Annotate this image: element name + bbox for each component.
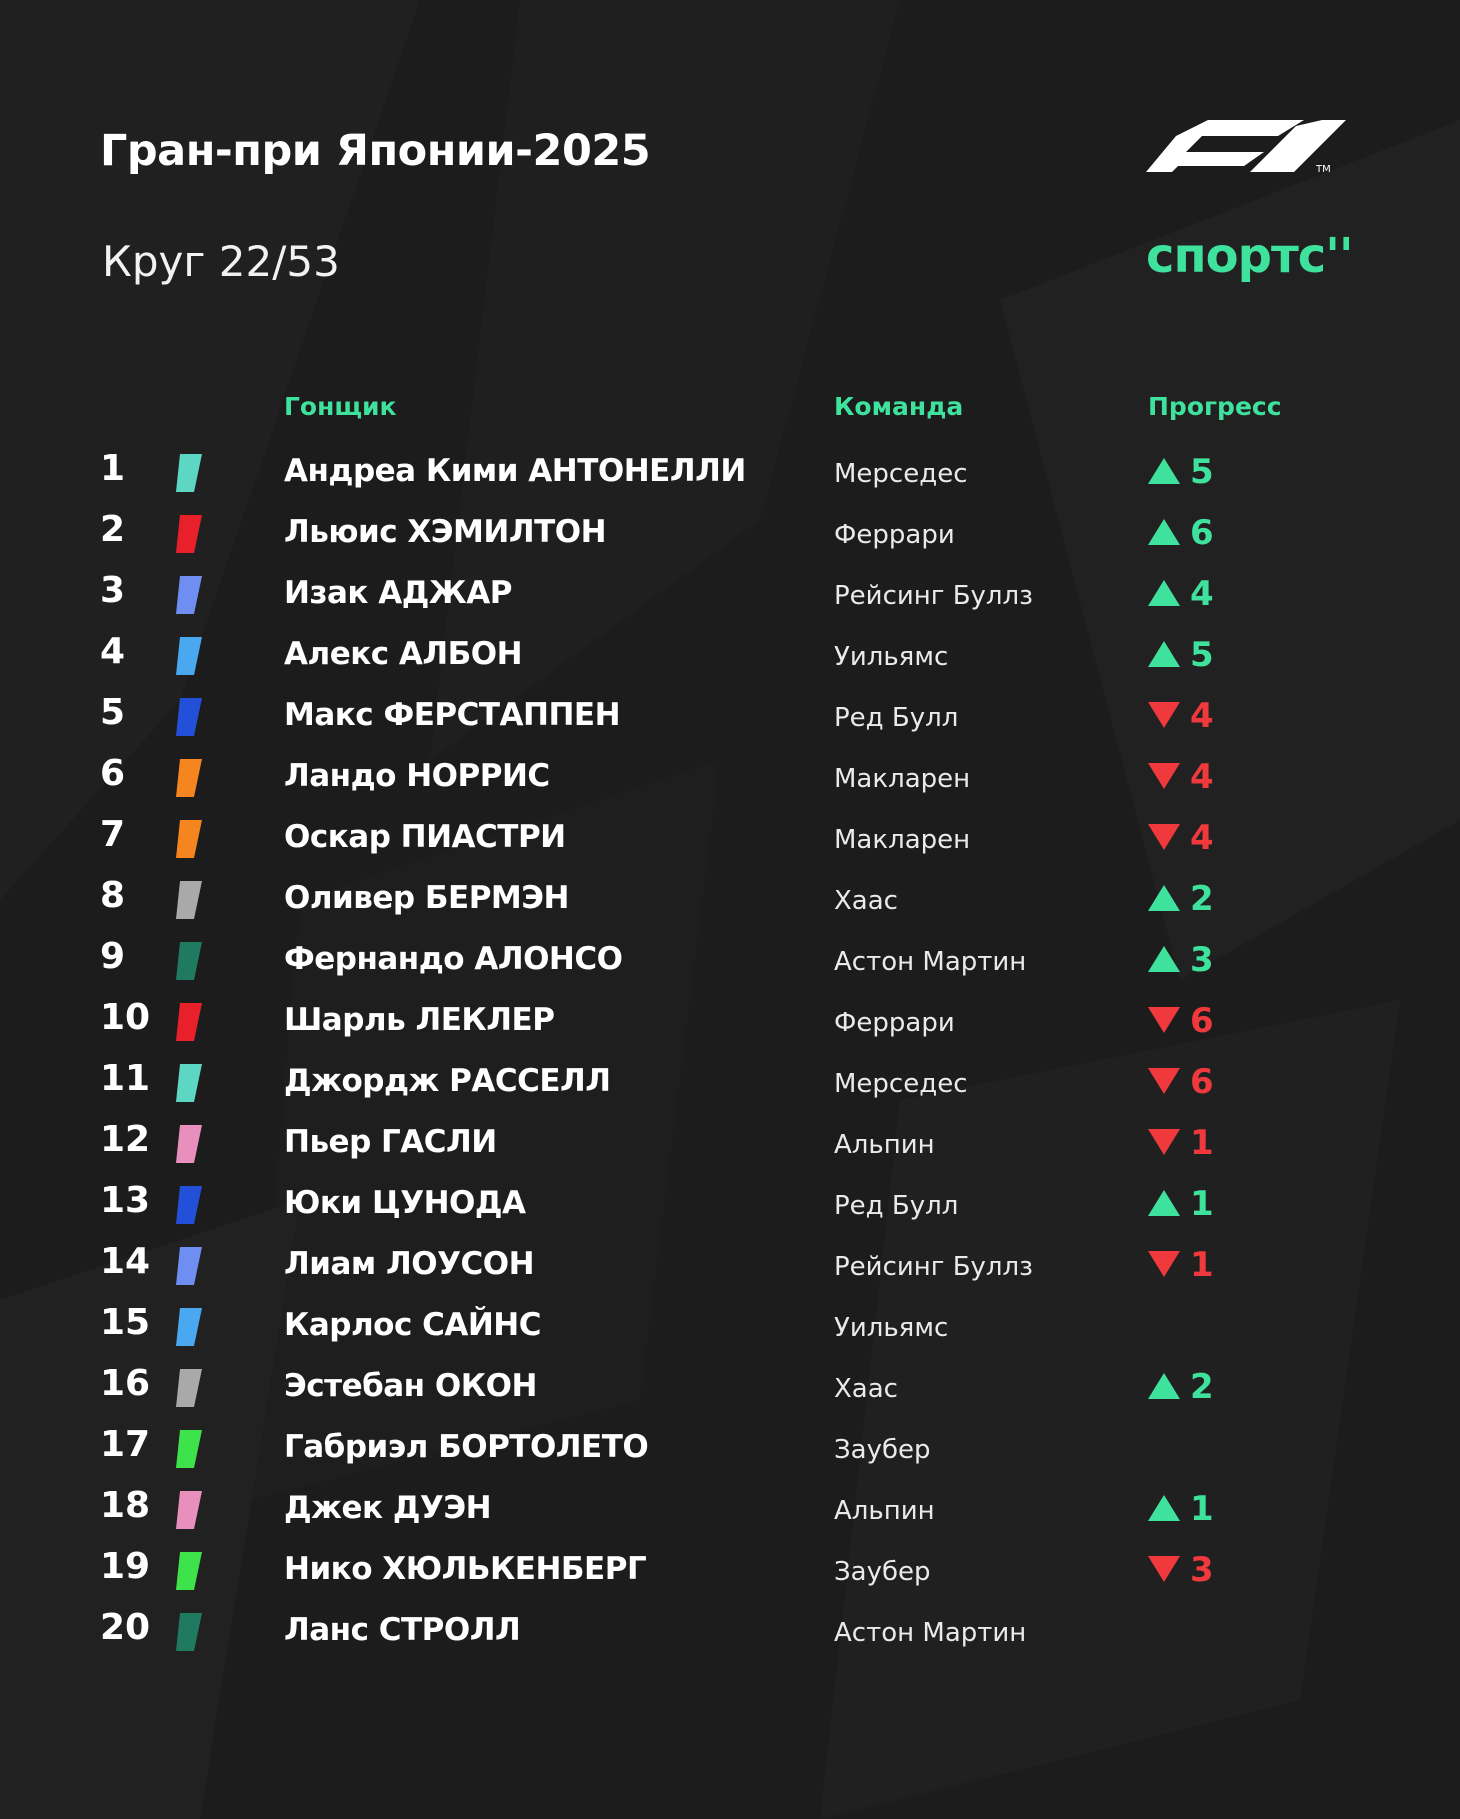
svg-text:TM: TM	[1316, 164, 1331, 174]
team-color-mark-icon	[176, 942, 204, 980]
team-name: Уильямс	[834, 642, 949, 672]
standings-row	[0, 1355, 1460, 1416]
position-change-value: 5	[1190, 452, 1214, 492]
team-name: Астон Мартин	[834, 1618, 1027, 1648]
position-number: 1	[100, 448, 126, 489]
driver-name: Карлос САЙНС	[284, 1307, 542, 1343]
position-number: 18	[100, 1485, 151, 1526]
driver-name: Андреа Кими АНТОНЕЛЛИ	[284, 453, 746, 489]
driver-name: Нико ХЮЛЬКЕНБЕРГ	[284, 1551, 647, 1587]
team-color-mark-icon	[176, 881, 204, 919]
team-color-mark-icon	[176, 1064, 204, 1102]
standings-row	[0, 806, 1460, 867]
team-color-mark-icon	[176, 1308, 204, 1346]
position-number: 17	[100, 1424, 151, 1465]
driver-name: Юки ЦУНОДА	[284, 1185, 526, 1221]
team-name: Хаас	[834, 886, 898, 916]
team-name: Хаас	[834, 1374, 898, 1404]
sports-ru-logo: спортс''	[1146, 228, 1353, 284]
driver-name: Лиам ЛОУСОН	[284, 1246, 535, 1282]
arrow-up-icon	[1148, 458, 1180, 484]
arrow-up-icon	[1148, 885, 1180, 911]
position-change-value: 3	[1190, 940, 1214, 980]
position-number: 2	[100, 509, 126, 550]
position-change-value: 4	[1190, 574, 1214, 614]
team-color-mark-icon	[176, 820, 204, 858]
standings-row	[0, 562, 1460, 623]
team-color-mark-icon	[176, 698, 204, 736]
standings-row	[0, 501, 1460, 562]
standings-row	[0, 623, 1460, 684]
team-name: Заубер	[834, 1435, 931, 1465]
standings-row	[0, 1294, 1460, 1355]
standings-row	[0, 1599, 1460, 1660]
position-number: 15	[100, 1302, 151, 1343]
position-change-value: 4	[1190, 818, 1214, 858]
team-name: Феррари	[834, 520, 955, 550]
position-number: 12	[100, 1119, 151, 1160]
position-number: 9	[100, 936, 126, 977]
team-color-mark-icon	[176, 1125, 204, 1163]
team-color-mark-icon	[176, 1369, 204, 1407]
arrow-down-icon	[1148, 1129, 1180, 1155]
arrow-up-icon	[1148, 946, 1180, 972]
driver-name: Алекс АЛБОН	[284, 636, 523, 672]
team-name: Альпин	[834, 1130, 935, 1160]
driver-name: Ланс СТРОЛЛ	[284, 1612, 521, 1648]
position-change-value: 6	[1190, 1001, 1214, 1041]
f1-logo-icon	[1146, 116, 1358, 174]
position-number: 5	[100, 692, 126, 733]
column-header-driver: Гонщик	[284, 392, 397, 421]
standings-row	[0, 684, 1460, 745]
team-color-mark-icon	[176, 1186, 204, 1224]
position-change-value: 6	[1190, 1062, 1214, 1102]
team-name: Рейсинг Буллз	[834, 581, 1033, 611]
standings-row	[0, 1477, 1460, 1538]
standings-row	[0, 1172, 1460, 1233]
column-header-progress: Прогресс	[1148, 392, 1282, 421]
arrow-up-icon	[1148, 1495, 1180, 1521]
position-change-value: 1	[1190, 1489, 1214, 1529]
team-color-mark-icon	[176, 576, 204, 614]
team-color-mark-icon	[176, 515, 204, 553]
team-color-mark-icon	[176, 1613, 204, 1651]
arrow-up-icon	[1148, 519, 1180, 545]
driver-name: Шарль ЛЕКЛЕР	[284, 1002, 555, 1038]
position-change-value: 2	[1190, 879, 1214, 919]
driver-name: Оливер БЕРМЭН	[284, 880, 569, 916]
standings-row	[0, 440, 1460, 501]
arrow-down-icon	[1148, 763, 1180, 789]
driver-name: Джек ДУЭН	[284, 1490, 492, 1526]
position-number: 8	[100, 875, 126, 916]
standings-row	[0, 1416, 1460, 1477]
arrow-down-icon	[1148, 1556, 1180, 1582]
arrow-down-icon	[1148, 1007, 1180, 1033]
position-number: 11	[100, 1058, 151, 1099]
driver-name: Джордж РАССЕЛЛ	[284, 1063, 611, 1099]
standings-row	[0, 989, 1460, 1050]
position-number: 20	[100, 1607, 151, 1648]
standings-row	[0, 1111, 1460, 1172]
team-name: Мерседес	[834, 1069, 968, 1099]
team-name: Уильямс	[834, 1313, 949, 1343]
position-number: 6	[100, 753, 126, 794]
team-color-mark-icon	[176, 1247, 204, 1285]
position-number: 3	[100, 570, 126, 611]
standings-row	[0, 1538, 1460, 1599]
driver-name: Габриэл БОРТОЛЕТО	[284, 1429, 649, 1465]
arrow-up-icon	[1148, 1190, 1180, 1216]
position-change-value: 6	[1190, 513, 1214, 553]
standings-row	[0, 1233, 1460, 1294]
standings-row	[0, 1050, 1460, 1111]
arrow-up-icon	[1148, 1373, 1180, 1399]
page-title: Гран-при Японии-2025	[100, 126, 651, 176]
position-number: 4	[100, 631, 126, 672]
team-name: Альпин	[834, 1496, 935, 1526]
arrow-up-icon	[1148, 641, 1180, 667]
position-change-value: 1	[1190, 1123, 1214, 1163]
team-color-mark-icon	[176, 454, 204, 492]
position-change-value: 2	[1190, 1367, 1214, 1407]
position-number: 19	[100, 1546, 151, 1587]
team-name: Астон Мартин	[834, 947, 1027, 977]
team-name: Мерседес	[834, 459, 968, 489]
position-change-value: 1	[1190, 1184, 1214, 1224]
team-name: Рейсинг Буллз	[834, 1252, 1033, 1282]
team-name: Макларен	[834, 764, 971, 794]
driver-name: Ландо НОРРИС	[284, 758, 550, 794]
arrow-up-icon	[1148, 580, 1180, 606]
position-change-value: 4	[1190, 696, 1214, 736]
position-number: 7	[100, 814, 126, 855]
team-name: Феррари	[834, 1008, 955, 1038]
position-change-value: 3	[1190, 1550, 1214, 1590]
position-number: 13	[100, 1180, 151, 1221]
team-color-mark-icon	[176, 1430, 204, 1468]
driver-name: Оскар ПИАСТРИ	[284, 819, 566, 855]
team-color-mark-icon	[176, 1552, 204, 1590]
team-color-mark-icon	[176, 1491, 204, 1529]
driver-name: Макс ФЕРСТАППЕН	[284, 697, 621, 733]
driver-name: Льюис ХЭМИЛТОН	[284, 514, 607, 550]
arrow-down-icon	[1148, 1068, 1180, 1094]
team-name: Заубер	[834, 1557, 931, 1587]
arrow-down-icon	[1148, 702, 1180, 728]
arrow-down-icon	[1148, 824, 1180, 850]
driver-name: Фернандо АЛОНСО	[284, 941, 623, 977]
standings-row	[0, 867, 1460, 928]
position-number: 14	[100, 1241, 151, 1282]
standings-row	[0, 928, 1460, 989]
position-number: 10	[100, 997, 151, 1038]
team-name: Макларен	[834, 825, 971, 855]
team-color-mark-icon	[176, 759, 204, 797]
team-color-mark-icon	[176, 1003, 204, 1041]
driver-name: Изак АДЖАР	[284, 575, 512, 611]
position-number: 16	[100, 1363, 151, 1404]
standings-row	[0, 745, 1460, 806]
position-change-value: 1	[1190, 1245, 1214, 1285]
arrow-down-icon	[1148, 1251, 1180, 1277]
team-name: Ред Булл	[834, 1191, 959, 1221]
lap-counter: Круг 22/53	[102, 237, 340, 286]
position-change-value: 5	[1190, 635, 1214, 675]
column-header-team: Команда	[834, 392, 964, 421]
position-change-value: 4	[1190, 757, 1214, 797]
driver-name: Эстебан ОКОН	[284, 1368, 537, 1404]
team-name: Ред Булл	[834, 703, 959, 733]
driver-name: Пьер ГАСЛИ	[284, 1124, 497, 1160]
team-color-mark-icon	[176, 637, 204, 675]
